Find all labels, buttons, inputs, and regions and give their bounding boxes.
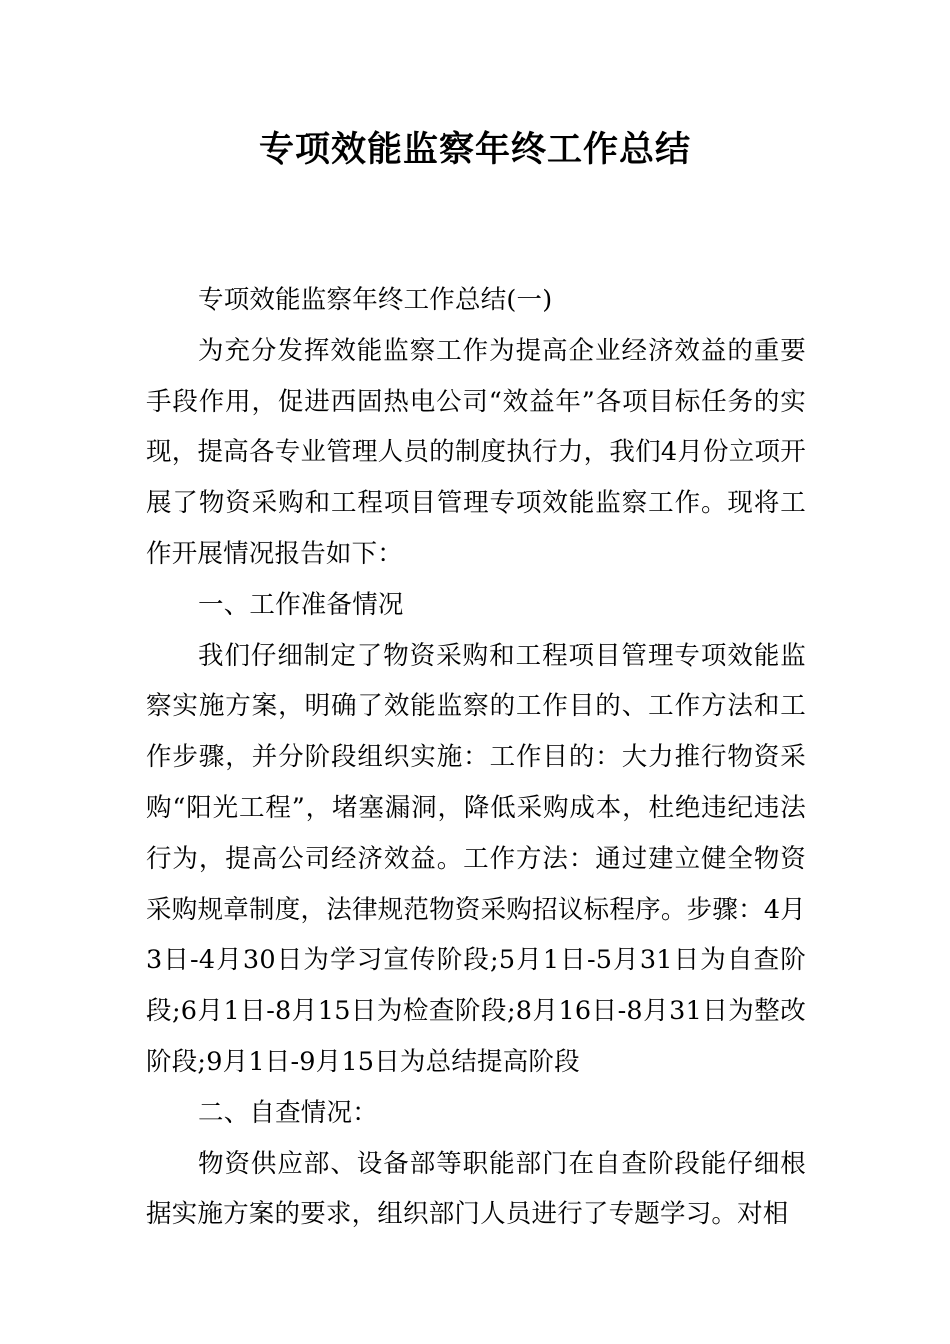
paragraph-subtitle: 专项效能监察年终工作总结(一) [198, 285, 553, 315]
section-heading-preparation: 一、工作准备情况 [198, 589, 404, 620]
document-body [146, 275, 806, 1240]
paragraph-preparation: 我们仔细制定了物资采购和工程项目管理专项效能监察实施方案，明确了效能监察的工作目的、工作方法和工作步骤，并分阶段组织实施：工作目的：大力推行物资采购“阳光工程”，堵塞漏洞，降低采购成本，杜绝违纪违法行为，提高公司经济效益。工作方法：通过建立健全物资采购规章制度，法律规范物资采购招议标程序。步骤：4月3日-4月30日为学习宣传阶段;5月1日-5月31日为自查阶段;6月1日-8月15日为检查阶段;8月16日-8月31日为整改阶段;9月1日-9月15日为总结提高阶段 [146, 640, 806, 1077]
paragraph-self-check: 物资供应部、设备部等职能部门在自查阶段能仔细根据实施方案的要求，组织部门人员进行了专题学习。对相 [146, 1148, 806, 1230]
section-heading-self-check: 二、自查情况： [198, 1097, 378, 1128]
paragraph-intro: 为充分发挥效能监察工作为提高企业经济效益的重要手段作用，促进西固热电公司“效益年”各项目标任务的实现，提高各专业管理人员的制度执行力，我们4月份立项开展了物资采购和工程项目管理专项效能监察工作。现将工作开展情况报告如下： [146, 335, 806, 569]
document-title: 专项效能监察年终工作总结 [258, 130, 691, 170]
